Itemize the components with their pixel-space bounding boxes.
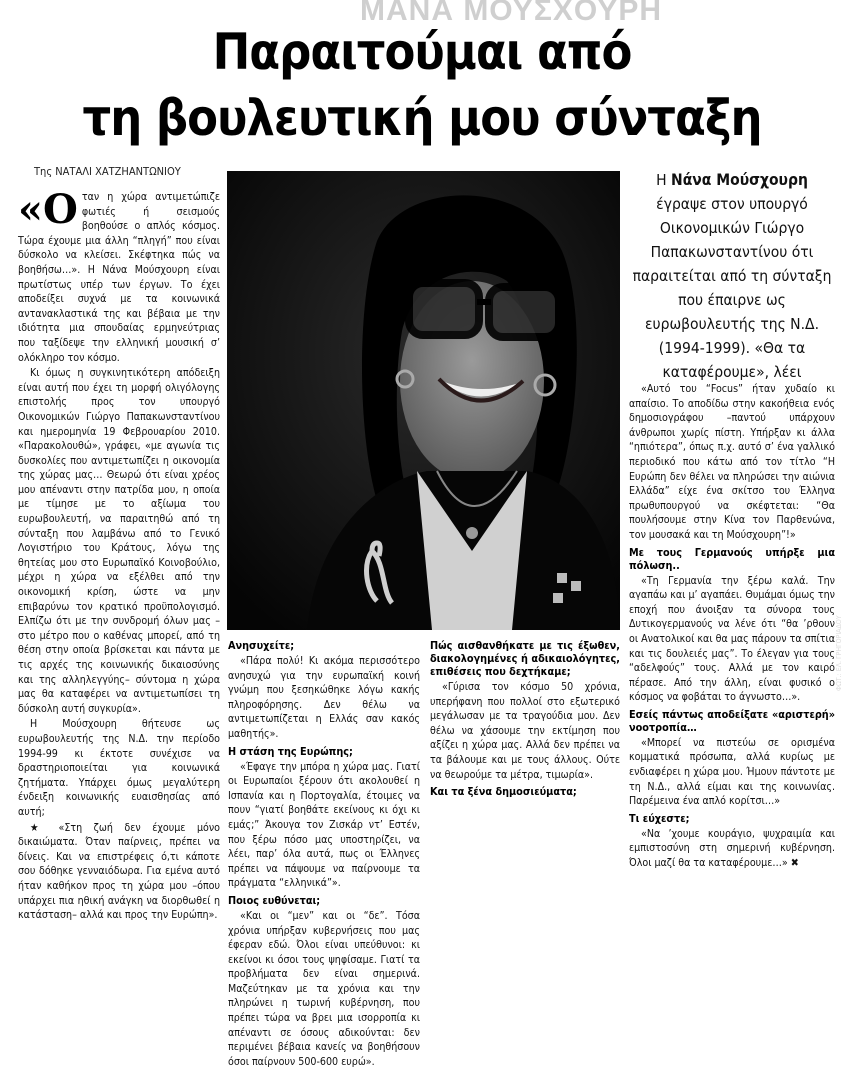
answer-8 xyxy=(629,827,835,871)
answer-4: «Γύρισα τον κόσμο 50 χρόνια, υπερήφανη που πολλοί στο εξωτερικό μεγάλωσαν με τα τραγούδια μου. Δεν θέλω να χάσουμε την εκτίμηση που αξίζει η χώρα μας. Αλλά δεν πρέπει να τα βάλουμε και με τους άλλους. Ούτε να θεωρούμε τα μέτρα, τιμωρία». xyxy=(430,681,620,781)
intro-standfirst xyxy=(629,168,835,384)
photo-credit: ΦΩΤ.: ΕΛ. ΓΡΗΓΟΡΙΑΔΟΥ xyxy=(835,615,843,691)
question-6: Με τους Γερμανούς υπήρξε μια πόλωση.. xyxy=(629,545,835,572)
question-2: Η στάση της Ευρώπης; xyxy=(228,744,353,758)
question-8: Τι εύχεστε; xyxy=(629,811,690,825)
headline-line-1: Παραιτούμαι από xyxy=(212,23,632,81)
headline-line-2: τη βουλευτική μου σύνταξη xyxy=(82,89,762,147)
lead-paragraph xyxy=(18,186,220,365)
answer-3: «Και οι “μεν” και οι “δε”. Τόσα χρόνια υπήρξαν κυβερνήσεις που μας έφεραν εδώ. Όλοι είναι υπεύθυνοι: κι εκείνοι κι όσοι τους ψηφίσαμε. Γιατί τα προβλήματα δεν είναι σημερινά. Μαζεύτηκαν με τα χρόνια και την πληρώνει η τωρινή κυβέρνηση, που πρέπει τώρα να βρει μια ισορροπία κι απέναντι σε όσους αδικούνται: δεν περιμένει βέβαια κανείς να βοηθήσουν όσοι παίρνουν 500-600 ευρώ». xyxy=(228,909,420,1068)
ghost-running-title: ΜΑΝΑ ΜΟΥΣΧΟΥΡΗ xyxy=(360,0,663,27)
article-column-1 xyxy=(18,186,220,924)
end-mark: ✖ xyxy=(790,857,799,870)
portrait-illustration xyxy=(227,171,620,630)
intro-body: έγραψε στον υπουργό Οικονομικών Γιώργο Παπακωνσταντίνου ότι παραιτείται από τη σύνταξη που έπαιρνε ως ευρωβουλευτής της Ν.Δ. (1994-1999). «Θα τα καταφέρουμε», λέει xyxy=(632,195,832,381)
article-column-3 xyxy=(430,636,620,800)
answer-6: «Τη Γερμανία την ξέρω καλά. Την αγαπάω και μ’ αγαπάει. Θυμάμαι όμως την εποχή που άνοιξαν τα σύνορα τους Δυτικογερμανούς να λένε ότι “θα ’ρθουν οι Ανατολικοί και θα μας πάρουν τα σπίτια και τις δουλειές μας”. Το έλεγαν για τους “αδελφούς” τους. Αλλά με τον καιρό πέρασε. Από την άλλη, είναι φυσικό ο κόσμος να φοβάται το άγνωστο…». xyxy=(629,574,835,704)
paragraph-2: Κι όμως η συγκινητικότερη απόδειξη είναι αυτή που έχει τη μορφή ολιγόλογης επιστολής προς τον υπουργό Οικονομικών Γιώργο Παπακωνσταντίνου και ημερομηνία 19 Φεβρουαρίου 2010. «Παρακολουθώ», γράφει, «με αγωνία τις δυσκολίες που αντιμετωπίζει η οικονομία της χώρας μας… Θεωρώ ότι είναι χρέος μου απέναντι στην πατρίδα μου, η οποία με τίμησε με το αξίωμα του ευρωβουλευτή, να παραιτηθώ από τη σύνταξη που λαμβάνω από το Γενικό Λογιστήριο του Κράτους, λόγω της θητείας μου στο Ευρωπαϊκό Κοινοβούλιο, μέχρι η χώρα να εξέλθει από την οικονομική κρίση, ώστε να μην επιβαρύνω τον κρατικό προϋπολογισμό. Ελπίζω ότι με την συνδρομή όλων μας –στο μέτρο που ο καθένας μπορεί, από τη θέση στην οποία βρίσκεται και πάντα με τις αρχές της κοινωνικής δικαιοσύνης και της αλληλεγγύης– σύντομα η χώρα μας θα καταφέρει να αντιμετωπίσει τη δύσκολη αυτή συγκυρία». xyxy=(18,367,220,715)
drop-cap: «Ο xyxy=(18,186,78,233)
paragraph-3: Η Μούσχουρη θήτευσε ως ευρωβουλευτής της Ν.Δ. την περίοδο 1994-99 κι έκτοτε συνέχισε να δραστηριοποιείται για κοινωνικά ζητήματα. Υπάρχει όμως μεγαλύτερη ένδειξη κοινωνικής ευαισθησίας από αυτή; xyxy=(18,718,220,818)
answer-5: «Αυτό του “Focus” ήταν χυδαίο κι απαίσιο. Το αποδίδω στην κακοήθεια ενός δημοσιογράφου –παντού υπάρχουν άνθρωποι χωρίς πίστη. Υπήρξαν κι άλλα “ηπιότερα”, όπως π.χ. αυτό σ’ ένα γαλλικό περιοδικό που κάτω από τον τίτλο “Η Ευρώπη δεν θέλει να πληρώσει την αιώνια Ελλάδα” είχε ένα σκίτσο του Έλληνα πρωθυπουργού να σκέφτεται: “Θα πουλήσουμε στην Κίνα τον Παρθενώνα, τον μουσακά και τη Μούσχουρη”!» xyxy=(629,383,835,541)
question-4: Πώς αισθανθήκατε με τις έξωθεν, διακολογημένες ή αδικαιολόγητες, επιθέσεις που δεχτήκαμε; xyxy=(430,639,620,678)
question-5: Και τα ξένα δημοσιεύματα; xyxy=(430,785,577,799)
answer-7: «Μπορεί να πιστεύω σε ορισμένα κομματικά πρόσωπα, αλλά κυρίως με ενδιαφέρει η χώρα μου. Ήμουν πάντοτε με τη Ν.Δ., αλλά είμαι και της κοινωνίας. Παρέμεινα ένα απλό κορίτσι…» xyxy=(629,736,835,808)
question-7: Εσείς πάντως αποδείξατε «αριστερή» νοοτροπία… xyxy=(629,707,835,734)
intro-name: Νάνα Μούσχουρη xyxy=(671,171,808,189)
article-column-4 xyxy=(629,382,835,872)
question-3: Ποιος ευθύνεται; xyxy=(228,893,321,907)
intro-pre: Η xyxy=(656,171,667,189)
answer-2: «Έφαγε την μπόρα η χώρα μας. Γιατί οι Ευρωπαίοι ξέρουν ότι ακολουθεί η Ισπανία και η Πορτογαλία, έτοιμες να πουν “γιατί βοηθάτε εκείνους κι όχι κι εμάς;” Άκουγα τον Ζισκάρ ντ’ Εστέν, που ξέρω πόσο μας υποστηρίζει, να λέει, παρ’ όλα αυτά, πως οι Έλληνες πρέπει να πάψουμε να παίρνουμε τα πράγματα “ελληνικά”». xyxy=(228,760,420,890)
article-column-2 xyxy=(228,636,420,1070)
paragraph-1-text: ταν η χώρα αντιμετώπιζε φωτιές ή σεισμούς βοηθούσε ο απλός κόσμος. Τώρα έχουμε μια άλλη “πληγή” που είναι δύσκολο να κλείσει. Σκέφτηκα πώς να βοηθήσω…». Η Νάνα Μούσχουρη είναι πρωτίστως υπέρ των έργων. Το έχει αποδείξει συχνά με τα κοινωνικά αντανακλαστικά της και βέβαια με την ιδιότητα μια σπουδαίας ερμηνεύτριας που ταξίδεψε την ελληνική μουσική σ’ ολόκληρο τον κόσμο. xyxy=(18,191,220,364)
answer-8-text: «Να ’χουμε κουράγιο, ψυχραιμία και εμπιστοσύνη στη σημερινή κυβέρνηση. Όλοι μαζί θα τα καταφέρουμε…» xyxy=(629,827,835,870)
byline: Της ΝΑΤΑΛΙ ΧΑΤΖΗΑΝΤΩΝΙΟΥ xyxy=(34,165,181,178)
answer-1: «Πάρα πολύ! Κι ακόμα περισσότερο ανησυχώ για την ευρωπαϊκή κοινή γνώμη που ξεσηκώθηκε λόγω κακής πληροφόρησης. Δεν θέλω να αντιμετωπίζεται η Ελλάς σαν κακός μαθητής». xyxy=(228,655,420,740)
paragraph-4: ★ «Στη ζωή δεν έχουμε μόνο δικαιώματα. Όταν παίρνεις, πρέπει να δίνεις. Και να επιστρέφεις ό,τι κάποτε σου δόθηκε γενναιόδωρα. Για εμένα αυτό ήταν καθήκον προς τη χώρα μου –όπου υπάρχει πια ηθική ανάγκη να διορθωθεί η κατάσταση– αλλά και προς την Ευρώπη». xyxy=(18,821,220,922)
question-1: Ανησυχείτε; xyxy=(228,639,295,652)
